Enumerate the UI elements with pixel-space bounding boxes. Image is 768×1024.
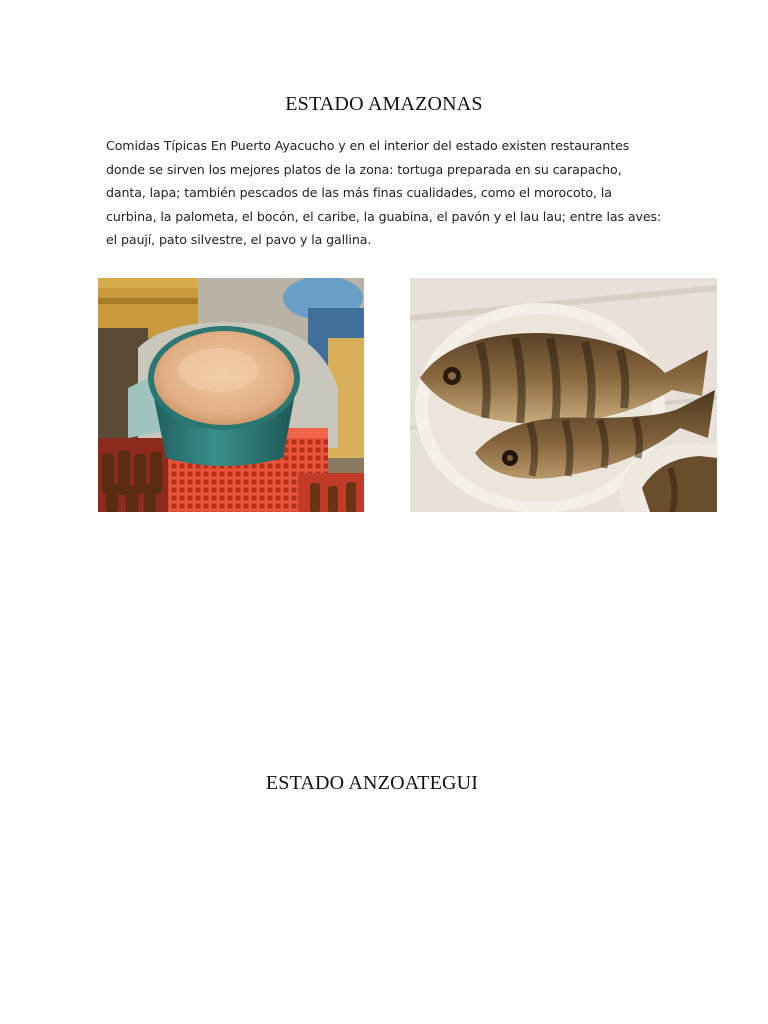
paragraph-line: curbina, la palometa, el bocón, el caribe, la guabina, el pavón y el lau lau; entre las aves: xyxy=(106,208,662,224)
grilled-fish-photo xyxy=(410,278,717,512)
paragraph-line: donde se sirven los mejores platos de la zona: tortuga preparada en su carapacho, xyxy=(106,161,622,177)
section-title-anzoategui: ESTADO ANZOATEGUI xyxy=(265,772,479,794)
paragraph-line: Comidas Típicas En Puerto Ayacucho y en el interior del estado existen restaurantes xyxy=(106,138,630,153)
paragraph-line: el paují, pato silvestre, el pavo y la gallina. xyxy=(106,232,372,247)
section-title-amazonas: ESTADO AMAZONAS xyxy=(285,93,483,115)
amazonas-paragraph xyxy=(106,134,668,252)
cassava-flour-bucket-photo xyxy=(98,278,364,512)
paragraph-line: danta, lapa; también pescados de las más finas cualidades, como el morocoto, la xyxy=(106,185,612,200)
